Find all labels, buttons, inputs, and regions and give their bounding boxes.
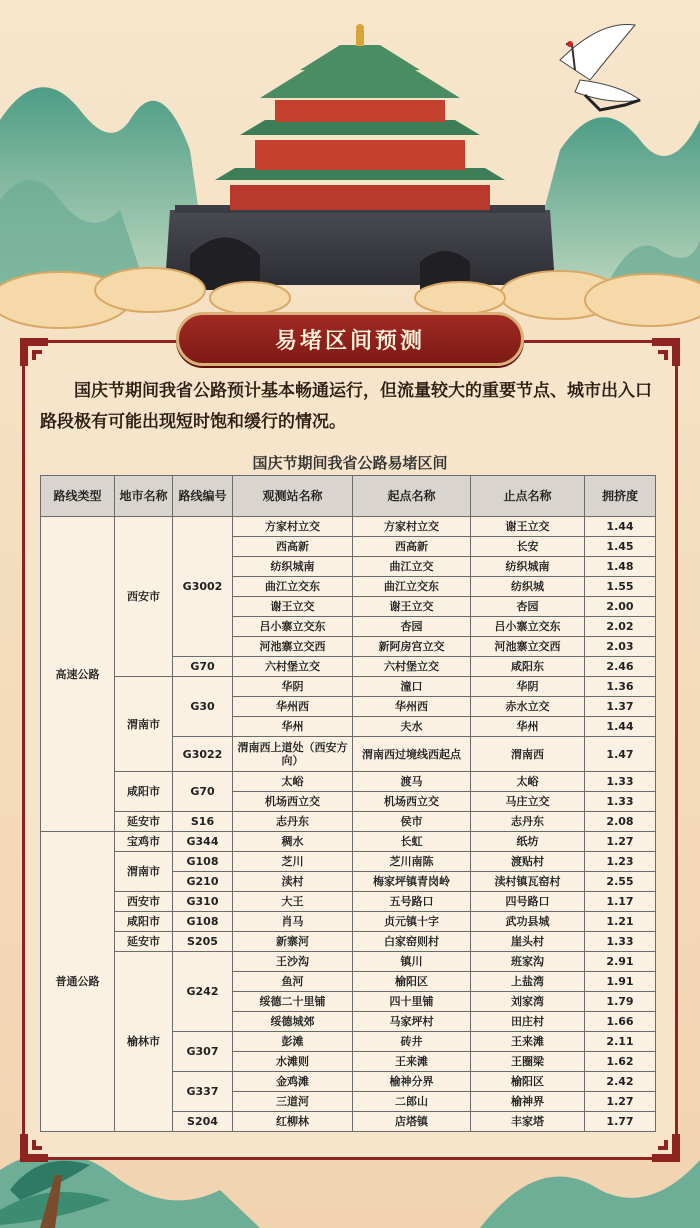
start-cell: 榆神分界 bbox=[353, 1072, 471, 1092]
end-cell: 武功县城 bbox=[471, 912, 585, 932]
start-cell: 六村堡立交 bbox=[353, 657, 471, 677]
congestion-cell: 2.02 bbox=[585, 617, 656, 637]
start-cell: 杏园 bbox=[353, 617, 471, 637]
station-cell: 渎村 bbox=[233, 872, 353, 892]
congestion-cell: 2.42 bbox=[585, 1072, 656, 1092]
congestion-cell: 2.08 bbox=[585, 812, 656, 832]
route-cell: G108 bbox=[173, 912, 233, 932]
city-cell: 咸阳市 bbox=[115, 912, 173, 932]
corner-ornament-top-left bbox=[18, 336, 52, 370]
section-title-banner: 易堵区间预测 bbox=[176, 312, 524, 366]
start-cell: 方家村立交 bbox=[353, 517, 471, 537]
station-cell: 志丹东 bbox=[233, 812, 353, 832]
congestion-cell: 1.33 bbox=[585, 772, 656, 792]
header-route-no: 路线编号 bbox=[173, 476, 233, 517]
congestion-cell: 1.91 bbox=[585, 972, 656, 992]
end-cell: 吕小寨立交东 bbox=[471, 617, 585, 637]
station-cell: 三道河 bbox=[233, 1092, 353, 1112]
station-cell: 渭南西上道处（西安方向） bbox=[233, 737, 353, 772]
end-cell: 崖头村 bbox=[471, 932, 585, 952]
station-cell: 纺织城南 bbox=[233, 557, 353, 577]
corner-ornament-bottom-left bbox=[18, 1130, 52, 1164]
station-cell: 水滩则 bbox=[233, 1052, 353, 1072]
congestion-cell: 1.44 bbox=[585, 717, 656, 737]
end-cell: 长安 bbox=[471, 537, 585, 557]
table-row bbox=[41, 912, 656, 932]
end-cell: 纺织城 bbox=[471, 577, 585, 597]
station-cell: 机场西立交 bbox=[233, 792, 353, 812]
congestion-cell: 1.27 bbox=[585, 1092, 656, 1112]
station-cell: 鱼河 bbox=[233, 972, 353, 992]
road-type-cell: 普通公路 bbox=[41, 832, 115, 1132]
city-cell: 延安市 bbox=[115, 932, 173, 952]
end-cell: 刘家湾 bbox=[471, 992, 585, 1012]
station-cell: 华州 bbox=[233, 717, 353, 737]
congestion-cell: 2.00 bbox=[585, 597, 656, 617]
end-cell: 谢王立交 bbox=[471, 517, 585, 537]
congestion-cell: 1.33 bbox=[585, 792, 656, 812]
station-cell: 太峪 bbox=[233, 772, 353, 792]
start-cell: 四十里铺 bbox=[353, 992, 471, 1012]
end-cell: 纺织城南 bbox=[471, 557, 585, 577]
end-cell: 华州 bbox=[471, 717, 585, 737]
route-cell: G70 bbox=[173, 772, 233, 812]
station-cell: 金鸡滩 bbox=[233, 1072, 353, 1092]
start-cell: 店塔镇 bbox=[353, 1112, 471, 1132]
route-cell: G30 bbox=[173, 677, 233, 737]
station-cell: 谢王立交 bbox=[233, 597, 353, 617]
end-cell: 王来滩 bbox=[471, 1032, 585, 1052]
station-cell: 红柳林 bbox=[233, 1112, 353, 1132]
table-row bbox=[41, 952, 656, 972]
route-cell: G3002 bbox=[173, 517, 233, 657]
station-cell: 六村堡立交 bbox=[233, 657, 353, 677]
table-row bbox=[41, 517, 656, 537]
start-cell: 贞元镇十字 bbox=[353, 912, 471, 932]
table-row bbox=[41, 852, 656, 872]
end-cell: 渭南西 bbox=[471, 737, 585, 772]
table-row bbox=[41, 812, 656, 832]
route-cell: S205 bbox=[173, 932, 233, 952]
congestion-cell: 2.11 bbox=[585, 1032, 656, 1052]
congestion-cell: 1.21 bbox=[585, 912, 656, 932]
header-city: 地市名称 bbox=[115, 476, 173, 517]
intro-paragraph: 国庆节期间我省公路预计基本畅通运行，但流量较大的重要节点、城市出入口路段极有可能出现短时饱和缓行的情况。 bbox=[40, 381, 652, 432]
route-cell: G3022 bbox=[173, 737, 233, 772]
congestion-cell: 2.91 bbox=[585, 952, 656, 972]
end-cell: 四号路口 bbox=[471, 892, 585, 912]
table-row bbox=[41, 892, 656, 912]
city-cell: 宝鸡市 bbox=[115, 832, 173, 852]
start-cell: 五号路口 bbox=[353, 892, 471, 912]
station-cell: 华阴 bbox=[233, 677, 353, 697]
end-cell: 榆神界 bbox=[471, 1092, 585, 1112]
corner-ornament-top-right bbox=[648, 336, 682, 370]
congestion-cell: 1.45 bbox=[585, 537, 656, 557]
congestion-cell: 1.17 bbox=[585, 892, 656, 912]
header-station: 观测站名称 bbox=[233, 476, 353, 517]
route-cell: G337 bbox=[173, 1072, 233, 1112]
end-cell: 志丹东 bbox=[471, 812, 585, 832]
route-cell: G70 bbox=[173, 657, 233, 677]
congestion-cell: 1.37 bbox=[585, 697, 656, 717]
table-header-row bbox=[41, 476, 656, 517]
start-cell: 谢王立交 bbox=[353, 597, 471, 617]
start-cell: 华州西 bbox=[353, 697, 471, 717]
table-row bbox=[41, 932, 656, 952]
station-cell: 绥德二十里铺 bbox=[233, 992, 353, 1012]
city-cell: 延安市 bbox=[115, 812, 173, 832]
station-cell: 吕小寨立交东 bbox=[233, 617, 353, 637]
station-cell: 方家村立交 bbox=[233, 517, 353, 537]
end-cell: 杏园 bbox=[471, 597, 585, 617]
congestion-cell: 1.44 bbox=[585, 517, 656, 537]
start-cell: 渭南西过境线西起点 bbox=[353, 737, 471, 772]
station-cell: 新寨河 bbox=[233, 932, 353, 952]
road-type-cell: 高速公路 bbox=[41, 517, 115, 832]
table-row bbox=[41, 832, 656, 852]
header-route-type: 路线类型 bbox=[41, 476, 115, 517]
start-cell: 侯市 bbox=[353, 812, 471, 832]
congestion-cell: 1.27 bbox=[585, 832, 656, 852]
city-cell: 榆林市 bbox=[115, 952, 173, 1132]
route-cell: G210 bbox=[173, 872, 233, 892]
start-cell: 曲江立交 bbox=[353, 557, 471, 577]
end-cell: 渎村镇瓦窑村 bbox=[471, 872, 585, 892]
congestion-cell: 1.77 bbox=[585, 1112, 656, 1132]
header-end: 止点名称 bbox=[471, 476, 585, 517]
start-cell: 镇川 bbox=[353, 952, 471, 972]
city-cell: 西安市 bbox=[115, 517, 173, 677]
congestion-cell: 2.55 bbox=[585, 872, 656, 892]
route-cell: G242 bbox=[173, 952, 233, 1032]
station-cell: 绥德城郊 bbox=[233, 1012, 353, 1032]
end-cell: 榆阳区 bbox=[471, 1072, 585, 1092]
congestion-cell: 1.55 bbox=[585, 577, 656, 597]
corner-ornament-bottom-right bbox=[648, 1130, 682, 1164]
table-caption: 国庆节期间我省公路易堵区间 bbox=[252, 454, 448, 472]
station-cell: 河池寨立交西 bbox=[233, 637, 353, 657]
start-cell: 马家坪村 bbox=[353, 1012, 471, 1032]
end-cell: 上盐湾 bbox=[471, 972, 585, 992]
end-cell: 渡贴村 bbox=[471, 852, 585, 872]
start-cell: 西高新 bbox=[353, 537, 471, 557]
start-cell: 机场西立交 bbox=[353, 792, 471, 812]
congestion-cell: 2.03 bbox=[585, 637, 656, 657]
start-cell: 榆阳区 bbox=[353, 972, 471, 992]
station-cell: 肖马 bbox=[233, 912, 353, 932]
end-cell: 纸坊 bbox=[471, 832, 585, 852]
congestion-cell: 1.62 bbox=[585, 1052, 656, 1072]
end-cell: 赤水立交 bbox=[471, 697, 585, 717]
congestion-cell: 1.47 bbox=[585, 737, 656, 772]
route-cell: S16 bbox=[173, 812, 233, 832]
station-cell: 稠水 bbox=[233, 832, 353, 852]
table-row bbox=[41, 772, 656, 792]
start-cell: 砖井 bbox=[353, 1032, 471, 1052]
end-cell: 河池寨立交西 bbox=[471, 637, 585, 657]
end-cell: 太峪 bbox=[471, 772, 585, 792]
start-cell: 夫水 bbox=[353, 717, 471, 737]
station-cell: 华州西 bbox=[233, 697, 353, 717]
congestion-cell: 1.48 bbox=[585, 557, 656, 577]
start-cell: 渡马 bbox=[353, 772, 471, 792]
start-cell: 新阿房宫立交 bbox=[353, 637, 471, 657]
station-cell: 彭滩 bbox=[233, 1032, 353, 1052]
route-cell: G344 bbox=[173, 832, 233, 852]
station-cell: 芝川 bbox=[233, 852, 353, 872]
congestion-cell: 1.23 bbox=[585, 852, 656, 872]
route-cell: G307 bbox=[173, 1032, 233, 1072]
start-cell: 二郎山 bbox=[353, 1092, 471, 1112]
station-cell: 王沙沟 bbox=[233, 952, 353, 972]
end-cell: 丰家塔 bbox=[471, 1112, 585, 1132]
city-cell: 咸阳市 bbox=[115, 772, 173, 812]
route-cell: S204 bbox=[173, 1112, 233, 1132]
city-cell: 西安市 bbox=[115, 892, 173, 912]
start-cell: 芝川南陈 bbox=[353, 852, 471, 872]
station-cell: 西高新 bbox=[233, 537, 353, 557]
end-cell: 田庄村 bbox=[471, 1012, 585, 1032]
start-cell: 长虹 bbox=[353, 832, 471, 852]
end-cell: 咸阳东 bbox=[471, 657, 585, 677]
end-cell: 班家沟 bbox=[471, 952, 585, 972]
header-congestion: 拥挤度 bbox=[585, 476, 656, 517]
city-cell: 渭南市 bbox=[115, 677, 173, 772]
start-cell: 曲江立交东 bbox=[353, 577, 471, 597]
start-cell: 王来滩 bbox=[353, 1052, 471, 1072]
congestion-cell: 1.36 bbox=[585, 677, 656, 697]
header-start: 起点名称 bbox=[353, 476, 471, 517]
congestion-cell: 2.46 bbox=[585, 657, 656, 677]
end-cell: 马庄立交 bbox=[471, 792, 585, 812]
start-cell: 梅家坪镇青岗岭 bbox=[353, 872, 471, 892]
table-row bbox=[41, 677, 656, 697]
station-cell: 曲江立交东 bbox=[233, 577, 353, 597]
end-cell: 王圈梁 bbox=[471, 1052, 585, 1072]
congestion-cell: 1.33 bbox=[585, 932, 656, 952]
station-cell: 大王 bbox=[233, 892, 353, 912]
congestion-cell: 1.66 bbox=[585, 1012, 656, 1032]
route-cell: G108 bbox=[173, 852, 233, 872]
city-cell: 渭南市 bbox=[115, 852, 173, 892]
start-cell: 潼口 bbox=[353, 677, 471, 697]
start-cell: 白家窑则村 bbox=[353, 932, 471, 952]
route-cell: G310 bbox=[173, 892, 233, 912]
congestion-table bbox=[40, 475, 656, 1132]
congestion-cell: 1.79 bbox=[585, 992, 656, 1012]
end-cell: 华阴 bbox=[471, 677, 585, 697]
